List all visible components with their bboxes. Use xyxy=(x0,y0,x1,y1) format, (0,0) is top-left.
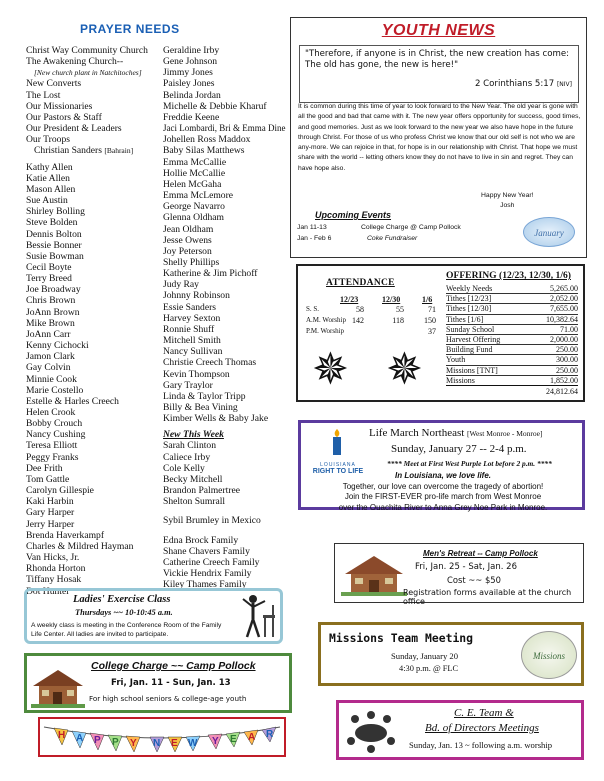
prayer-item: Billy & Bea Vining xyxy=(163,402,238,413)
prayer-item: Joy Peterson xyxy=(163,245,212,257)
meeting-table-icon xyxy=(345,709,397,753)
offering-value: 1,852.00 xyxy=(550,375,578,385)
prayer-item: Emma McLemore xyxy=(163,190,234,202)
prayer-item: Kenny Cichocki xyxy=(26,340,89,352)
life-march-line: over the Ouachita River to Anna Grey Noe Park in Monroe. xyxy=(338,502,548,512)
banner-letter: W xyxy=(188,738,198,749)
life-march-body xyxy=(307,471,579,513)
college-charge-note: For high school seniors & college-age youth xyxy=(89,694,247,703)
life-march-line: Join the FIRST-EVER pro-life march from West Monroe xyxy=(344,492,542,501)
offering-label: Youth xyxy=(446,355,466,365)
banner-graphic xyxy=(40,719,284,755)
offering-total: 24,812.64 xyxy=(546,386,578,396)
banner-letter: A xyxy=(248,732,256,743)
prayer-item: Teresa Elliott xyxy=(26,440,78,452)
louisiana-right-to-life-logo xyxy=(309,429,367,475)
prayer-item: Brandon Palmertree xyxy=(163,485,240,497)
prayer-item: Our Troops xyxy=(26,134,70,146)
prayer-item: Bessie Bonner xyxy=(26,239,82,251)
prayer-item: Tiffany Hosak xyxy=(26,574,82,586)
prayer-item: Rhonda Horton xyxy=(26,563,86,575)
prayer-item: Peggy Franks xyxy=(26,451,79,463)
attendance-label: P.M. Worship xyxy=(306,327,345,335)
prayer-item: Helen Crook xyxy=(26,407,76,418)
prayer-item: Estelle & Harles Creech xyxy=(26,395,119,407)
prayer-item: Katherine & Jim Pichoff xyxy=(163,268,258,280)
offering-label: Building Fund xyxy=(446,345,493,355)
signature-greeting: Happy New Year! xyxy=(481,192,534,199)
offering-label: Tithes [1/6] xyxy=(446,314,484,324)
prayer-item-note: [New church plant in Natchitoches] xyxy=(34,68,142,78)
prayer-item: Kimber Wells & Baby Jake xyxy=(163,413,269,425)
verse-text: "Therefore, if anyone is in Christ, the new creation has come: The old has gone, the new is here!" xyxy=(305,49,570,70)
verse-version: [NIV] xyxy=(556,81,572,88)
prayer-item: Caliece Irby xyxy=(163,451,211,463)
missions-team-date: Sunday, January 20 xyxy=(391,651,458,661)
prayer-item: Kevin Thompson xyxy=(163,368,230,380)
missions-team-box xyxy=(318,622,584,686)
prayer-item-name: Christian Sanders xyxy=(34,145,102,157)
attendance-value: 58 xyxy=(356,305,364,314)
attendance-value: 37 xyxy=(428,327,436,336)
prayer-item: Kathy Allen xyxy=(26,161,73,173)
college-charge-box xyxy=(24,653,292,713)
prayer-item: Paisley Jones xyxy=(163,78,215,90)
life-march-title xyxy=(369,427,542,439)
attendance-value: 55 xyxy=(396,305,404,314)
snowflake-icon: ✵ xyxy=(312,345,349,394)
prayer-item: Christ Way Community Church xyxy=(26,45,148,56)
attendance-offering-box xyxy=(296,264,585,402)
youth-signature xyxy=(481,191,534,211)
life-march-note: **** Meet at First West Purple Lot before 2 p.m. **** xyxy=(387,459,552,468)
prayer-item: Christie Creech Thomas xyxy=(163,357,257,369)
ladies-exercise-body: A weekly class is meeting in the Conference Room of the Family Life Center. All ladies are invited to participate. xyxy=(31,622,222,638)
signature-name: Josh xyxy=(500,202,515,209)
missions-team-title: Missions Team Meeting xyxy=(329,631,474,645)
prayer-item: Shirley Bolling xyxy=(26,206,85,218)
prayer-needs-title: PRAYER NEEDS xyxy=(80,22,180,36)
prayer-item: Kaki Harbin xyxy=(26,496,74,508)
prayer-item: Katie Allen xyxy=(26,172,70,184)
offering-label: Tithes [12/30] xyxy=(446,304,492,314)
college-charge-date: Fri, Jan. 11 - Sun, Jan. 13 xyxy=(111,678,231,688)
mens-retreat-registration: Registration forms available at the church office xyxy=(403,588,572,606)
prayer-item: Baby Silas Matthews xyxy=(163,145,245,157)
prayer-item: Cecil Boyte xyxy=(26,261,72,273)
prayer-item: Jean Oldham xyxy=(163,223,214,235)
prayer-item: Essie Sanders xyxy=(163,301,217,313)
prayer-item: Joe Broadway xyxy=(26,284,81,296)
prayer-item: Cole Kelly xyxy=(163,462,205,474)
event-name: College Charge @ Camp Pollock xyxy=(361,224,461,231)
prayer-item: Gary Harper xyxy=(26,507,75,519)
missions-team-time: 4:30 p.m. @ FLC xyxy=(399,664,459,673)
prayer-item: Edna Brock Family xyxy=(163,534,239,546)
offering-row xyxy=(446,325,578,335)
prayer-item: Charles & Mildred Hayman xyxy=(26,540,134,552)
offering-row xyxy=(446,355,578,365)
prayer-item: Jaci Lombardi, Bri & Emma Dine xyxy=(163,123,286,134)
prayer-item: Nancy Sullivan xyxy=(163,346,223,358)
prayer-item: New Converts xyxy=(26,78,82,90)
prayer-item: Johellen Ross Maddox xyxy=(163,134,251,146)
banner-letter: R xyxy=(266,729,274,740)
offering-value: 7,655.00 xyxy=(550,304,578,314)
offering-label: Harvest Offering xyxy=(446,334,501,344)
mens-retreat-cost: Cost ~~ $50 xyxy=(447,575,501,585)
prayer-item: Jimmy Jones xyxy=(163,67,213,79)
offering-title: OFFERING (12/23, 12/30, 1/6) xyxy=(446,270,571,281)
prayer-item: Bobby Crouch xyxy=(26,418,83,430)
offering-value: 5,265.00 xyxy=(550,284,578,293)
life-march-line: Together, our love can overcome the tragedy of abortion! xyxy=(342,481,544,491)
life-march-title-text: Life March Northeast xyxy=(369,427,465,439)
prayer-item: The Lost xyxy=(26,89,61,101)
mens-retreat-box xyxy=(334,543,584,606)
prayer-item: Chris Brown xyxy=(26,295,76,307)
prayer-item: Johnny Robinson xyxy=(163,290,230,302)
life-march-date: Sunday, January 27 -- 2-4 p.m. xyxy=(391,443,527,455)
attendance-label: S. S. xyxy=(306,305,320,313)
snowflake-icon: ✵ xyxy=(386,345,423,394)
youth-news-title: YOUTH NEWS xyxy=(381,22,496,39)
prayer-item: Shelly Phillips xyxy=(163,256,220,268)
offering-row xyxy=(446,284,578,294)
prayer-item: Brenda Haverkampf xyxy=(26,529,105,541)
prayer-item: Judy Ray xyxy=(163,279,199,291)
new-this-week-heading: New This Week xyxy=(163,429,224,441)
mens-retreat-date: Fri, Jan. 25 - Sat, Jan. 26 xyxy=(415,562,517,572)
prayer-item: Van Hicks, Jr. xyxy=(26,552,80,564)
prayer-item: Mike Brown xyxy=(26,317,75,329)
prayer-item: JoAnn Carr xyxy=(26,328,71,340)
life-march-line: In Louisiana, we love life. xyxy=(394,471,492,480)
prayer-item: JoAnn Brown xyxy=(26,306,80,318)
prayer-item: Gay Colvin xyxy=(26,362,71,374)
mens-retreat-title: Men's Retreat -- Camp Pollock xyxy=(423,549,538,558)
ce-team-title: C. E. Team & xyxy=(454,707,514,719)
ce-team-box xyxy=(336,700,584,760)
life-march-box xyxy=(298,420,585,510)
prayer-item: George Navarro xyxy=(163,201,225,213)
event-date: Jan 11-13 xyxy=(297,224,327,231)
cabin-icon xyxy=(31,666,85,708)
attendance-date: 12/30 xyxy=(382,295,401,304)
january-badge-image: January xyxy=(523,217,575,247)
attendance-title: ATTENDANCE xyxy=(326,278,395,288)
offering-label: Sunday School xyxy=(446,324,495,334)
prayer-item: Nancy Cushing xyxy=(26,429,86,441)
prayer-item: Our President & Leaders xyxy=(26,123,122,135)
prayer-item: Jerry Harper xyxy=(26,518,75,530)
offering-label: Tithes [12/23] xyxy=(446,294,492,304)
offering-table xyxy=(446,284,578,397)
verse-box xyxy=(299,45,579,103)
ce-meeting-date: Sunday, Jan. 13 ~ following a.m. worship xyxy=(409,740,553,750)
offering-row xyxy=(446,294,578,304)
prayer-item: Geraldine Irby xyxy=(163,45,220,56)
prayer-item: Gene Johnson xyxy=(163,56,218,68)
upcoming-events-title: Upcoming Events xyxy=(315,210,392,220)
prayer-item: Emma McCallie xyxy=(163,156,227,168)
banner-letter: P xyxy=(112,737,119,748)
offering-value: 2,000.00 xyxy=(550,334,578,344)
offering-value: 2,052.00 xyxy=(550,294,578,304)
banner-letter: H xyxy=(58,730,66,741)
logo-bottom-text: RIGHT TO LIFE xyxy=(312,468,364,475)
prayer-item: Marie Costello xyxy=(26,384,84,396)
prayer-item: Mitchell Smith xyxy=(163,335,221,347)
banner-letter: E xyxy=(230,734,237,745)
ladies-exercise-time: Thursdays ~~ 10-10:45 a.m. xyxy=(75,608,173,617)
offering-row xyxy=(446,315,578,325)
offering-value: 10,382.64 xyxy=(546,314,578,324)
verse-reference xyxy=(475,79,572,90)
banner-letter: A xyxy=(76,733,84,744)
offering-row xyxy=(446,345,578,355)
prayer-item: Becky Mitchell xyxy=(163,473,223,485)
banner-letter: Y xyxy=(212,736,219,747)
event-date: Jan - Feb 6 xyxy=(297,235,332,242)
prayer-item: Shelton Sumrall xyxy=(163,496,226,508)
offering-row xyxy=(446,304,578,314)
prayer-item: Jesse Owens xyxy=(163,234,212,246)
missions-globe-image: Missions xyxy=(521,631,577,679)
prayer-item: Sue Austin xyxy=(26,195,68,207)
event-name: Coke Fundraiser xyxy=(367,235,418,242)
prayer-item: Sybil Brumley in Mexico xyxy=(163,515,261,527)
prayer-item: Susie Bowman xyxy=(26,250,84,262)
prayer-item: Mason Allen xyxy=(26,183,76,195)
prayer-list-column-2 xyxy=(163,45,289,590)
attendance-value: 118 xyxy=(392,316,404,325)
ladies-exercise-title: Ladies' Exercise Class xyxy=(73,594,171,605)
ce-board-title: Bd. of Directors Meetings xyxy=(425,722,539,734)
prayer-item: Carolyn Gillespie xyxy=(26,485,94,497)
offering-value: 300.00 xyxy=(556,355,578,365)
offering-label: Weekly Needs xyxy=(446,284,493,293)
prayer-item-location: [Bahrain] xyxy=(104,146,134,156)
prayer-item: Dot Hunter xyxy=(26,585,70,597)
prayer-item: Sarah Clinton xyxy=(163,440,217,452)
banner-letter: Y xyxy=(130,738,137,749)
prayer-item xyxy=(26,145,162,156)
offering-value: 250.00 xyxy=(556,345,578,355)
banner-letter: P xyxy=(94,735,101,746)
offering-row xyxy=(446,376,578,386)
prayer-item: Vickie Hendrix Family xyxy=(163,568,252,580)
prayer-item: Belinda Jordan xyxy=(163,89,221,101)
prayer-item: Steve Bolden xyxy=(26,217,78,229)
attendance-label: A.M. Worship xyxy=(306,316,346,324)
prayer-item: Minnie Cook xyxy=(26,373,77,385)
prayer-item: Jamon Clark xyxy=(26,351,75,363)
college-charge-title: College Charge ~~ Camp Pollock xyxy=(91,660,256,672)
prayer-item: Freddie Keene xyxy=(163,111,220,123)
attendance-value: 142 xyxy=(352,316,364,325)
cabin-icon xyxy=(341,552,407,596)
prayer-item: Tom Gattle xyxy=(26,473,70,485)
youth-news-body: It is common during this time of year to look forward to the New Year. The old year is gone with all the good and bad that came with it. The new year offers opportunity for success, good times, and good memories. Just as we look forward to the new year we also have hope in the future through Christ. For those of us who profess Christ we know that our old self is not who we are any-more. We can rejoice in that, for hope is in our relationship with Christ. That hope we must share with the world -- letting others know they do not have to live in sin and regret. They can have hope also. xyxy=(298,103,581,172)
attendance-value: 150 xyxy=(424,316,436,325)
prayer-item: Dennis Bolton xyxy=(26,228,82,240)
offering-value: 71.00 xyxy=(560,324,578,334)
prayer-list-column-1 xyxy=(26,45,162,597)
youth-news-box xyxy=(290,17,587,258)
offering-label: Missions [TNT] xyxy=(446,365,498,375)
exercise-woman-icon xyxy=(239,593,279,641)
banner-letter: N xyxy=(153,738,161,749)
logo-top-text: LOUISIANA xyxy=(320,462,356,468)
offering-value: 250.00 xyxy=(556,365,578,375)
prayer-item: Kiley Thames Family xyxy=(163,579,247,591)
prayer-item: Catherine Creech Family xyxy=(163,556,260,568)
banner-letter: E xyxy=(171,738,178,749)
life-march-location: [West Monroe - Monroe] xyxy=(467,429,543,438)
attendance-date: 1/6 xyxy=(422,295,433,304)
verse-ref-text: 2 Corinthians 5:17 xyxy=(474,79,555,89)
prayer-item: Terry Breed xyxy=(26,273,72,285)
prayer-item: Ronnie Shuff xyxy=(163,323,215,335)
attendance-date: 12/23 xyxy=(340,295,359,304)
offering-row xyxy=(446,366,578,376)
prayer-item: Hollie McCallie xyxy=(163,167,226,179)
prayer-item: Glenna Oldham xyxy=(163,212,225,224)
candle-icon xyxy=(309,429,367,457)
prayer-item: Linda & Taylor Tripp xyxy=(163,390,246,402)
prayer-item: Michelle & Debbie Kharuf xyxy=(163,100,267,112)
happy-new-year-banner xyxy=(38,717,286,757)
prayer-item: Our Missionaries xyxy=(26,100,93,112)
offering-row xyxy=(446,335,578,345)
prayer-item: Our Pastors & Staff xyxy=(26,111,102,123)
prayer-item: Shane Chavers Family xyxy=(163,545,250,557)
prayer-item: The Awakening Church-- xyxy=(26,56,124,68)
offering-label: Missions xyxy=(446,375,475,385)
prayer-item: Gary Traylor xyxy=(163,379,213,391)
attendance-value: 71 xyxy=(428,305,436,314)
prayer-item: Dee Frith xyxy=(26,462,63,474)
prayer-item: Harvey Sexton xyxy=(163,312,221,324)
prayer-item: Helen McGaha xyxy=(163,178,222,190)
